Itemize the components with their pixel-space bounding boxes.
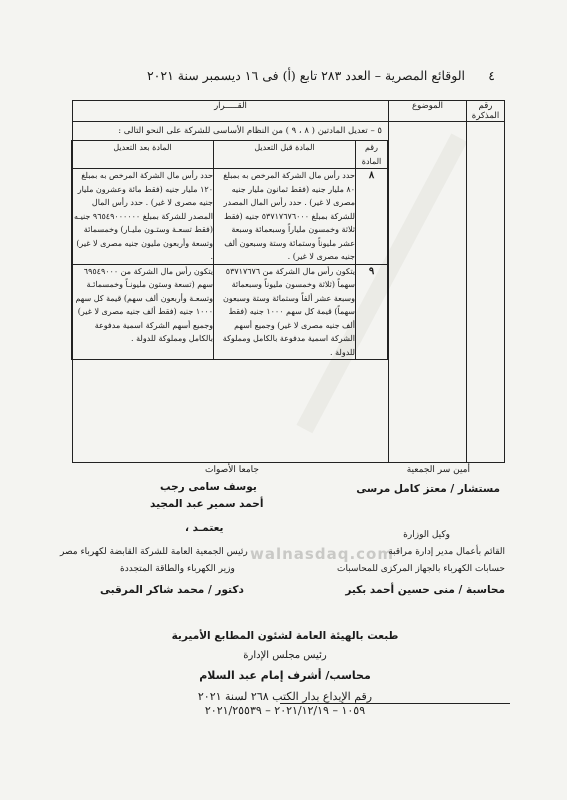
deputy-name: محاسبة / منى حسين أحمد بكير	[345, 584, 505, 596]
deputy-line-2: حسابات الكهرباء بالجهاز المركزى للمحاسبات	[337, 564, 505, 574]
chair-name: دكتور / محمد شاكر المرقبى	[100, 584, 244, 596]
article-after-text: حدد رأس مال الشركة المرخص به بمبلغ ١٢٠ مليار جنيه (فقط مائة وعشرون مليار جنيه مصرى لا غير) . حدد رأس المال المصدر للشركة بمبلغ ٩٦٥٤٩٠٠٠٠٠٠ جنيـه (فقط تسعـة وستـون مليـار) وخمسمائة وتسعة وأربعون مليون جنيه مصرى لا غير) .	[72, 169, 214, 265]
page-footer	[60, 630, 510, 717]
printed-by: طبعت بالهيئة العامة لشئون المطابع الأميرية	[171, 630, 399, 642]
amendment-title: ٥ – تعديل المادتين ( ٨ ، ٩ ) من النظام الأساسى للشركة على النحو التالى :	[118, 126, 382, 136]
decision-cell	[73, 122, 389, 463]
decision-table	[72, 100, 505, 463]
article-number: ٩	[356, 264, 388, 360]
after-header: المادة بعد التعديل	[72, 141, 214, 169]
table-row	[72, 169, 388, 265]
deputy-title: وكيل الوزارة	[403, 530, 450, 540]
chair-line-1: رئيس الجمعية العامة للشركة القابضة لكهرباء مصر	[60, 547, 248, 557]
vote-counters-title: جامعا الأصوات	[205, 465, 259, 475]
print-code: ١٠٥٩ – ٢٠٢١/١٢/١٩ – ٢٠٢١/٢٥٥٣٩	[204, 704, 366, 717]
before-header: المادة قبل التعديل	[214, 141, 356, 169]
article-before-text: يتكون رأس مال الشركة من ٥٣٧١٧٦٧٦ سهماً (ثلاثة وخمسون مليوناً وسبعمائة وسبعة عشر ألفاً وستمائة وستة وسبعون سهماً) قيمة كل سهم ١٠٠٠ جنيه (فقط ألف جنيه مصرى لا غير) وجميع أسهم الشركة اسمية مدفوعة بالكامل ومملوكة للدولة .	[214, 264, 356, 360]
article-before-text: حدد رأس مال الشركة المرخص به بمبلغ ٨٠ مليار جنيه (فقط ثمانون مليار جنيه مصرى لا غير) . حدد رأس المال المصدر للشركة بمبلغ ٥٣٧١٧٦٧٦٠٠٠ جنيه (فقط ثلاثة وخمسون ملياراً وسبعمائة وسبعة عشر مليوناً وستمائة وستة وسبعون ألف جنيه مصرى لا غير) .	[214, 169, 356, 265]
subject-cell	[389, 122, 467, 463]
page-number: ٤	[488, 68, 495, 83]
article-after-text: يتكون رأس مال الشركة من ٦٩٥٤٩٠٠٠ سهم (تسعة وستون مليونـاً وخمسمائـة وتسعـة وأربعون ألف سهم) قيمة كل سهم ١٠٠٠ جنيه (فقط ألف جنيه مصرى لا غير) وجميع أسهم الشركة اسمية مدفوعة بالكامل ومملوكة للدولة .	[72, 264, 214, 360]
note-cell	[467, 122, 505, 463]
amendment-table	[71, 140, 388, 360]
secretary-name: مستشار / معتز كامل مرسى	[356, 483, 500, 495]
deposit-number: رقم الإيداع بدار الكتب ٢٦٨ لسنة ٢٠٢١	[197, 690, 373, 703]
board-name: محاسب/ أشرف إمام عبد السلام	[199, 669, 371, 682]
approved-stamp: يعتمـد ،	[185, 522, 224, 534]
secretary-title: أمين سر الجمعية	[406, 465, 470, 475]
watermark-text: walnasdaq.com	[250, 545, 394, 563]
page-title: الوقائع المصرية – العدد ٢٨٣ تابع (أ) فى ١٦ ديسمبر سنة ٢٠٢١	[146, 68, 465, 83]
col-note-header: رقم المذكرة	[467, 101, 505, 122]
table-row	[72, 264, 388, 360]
deputy-line-1: القائم بأعمال مدير إدارة مراقبة	[388, 547, 505, 557]
vote-counter-2: أحمد سمير عبد المجيد	[150, 498, 264, 510]
article-no-header: رقم المادة	[356, 141, 388, 169]
col-decision-header: القـــــرار	[73, 101, 389, 122]
vote-counter-1: يوسف سامى رجب	[160, 481, 257, 493]
board-title: رئيس مجلس الإدارة	[243, 650, 327, 661]
article-number: ٨	[356, 169, 388, 265]
chair-line-2: وزير الكهرباء والطاقة المتجددة	[120, 564, 235, 574]
col-subject-header: الموضوع	[389, 101, 467, 122]
